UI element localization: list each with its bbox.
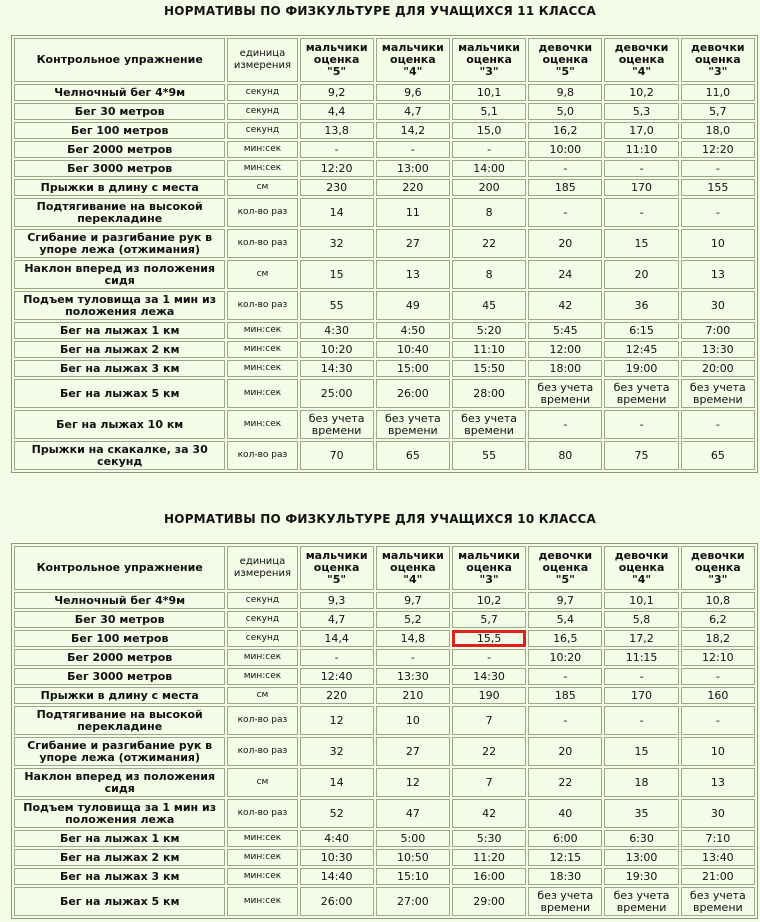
unit-cell: мин:сек [227, 830, 297, 847]
value-cell-girls-3: 155 [681, 179, 755, 196]
unit-cell: мин:сек [227, 649, 297, 666]
value-cell-boys-3: 200 [452, 179, 526, 196]
unit-cell: кол-во раз [227, 291, 297, 320]
value-cell-boys-4: 10:50 [376, 849, 450, 866]
value-cell-boys-5: 15 [300, 260, 374, 289]
exercise-name-cell: Бег на лыжах 10 км [14, 410, 225, 439]
exercise-name-cell: Прыжки на скакалке, за 30 секунд [14, 441, 225, 470]
value-cell-girls-4: - [604, 160, 678, 177]
value-cell-boys-5: 32 [300, 737, 374, 766]
value-cell-boys-3: 7 [452, 706, 526, 735]
value-cell-girls-5: 6:00 [528, 830, 602, 847]
exercise-name-cell: Бег 3000 метров [14, 160, 225, 177]
value-cell-girls-3: без учета времени [681, 379, 755, 408]
unit-cell: секунд [227, 630, 297, 647]
exercise-name-cell: Наклон вперед из положения сидя [14, 260, 225, 289]
value-cell-girls-3: - [681, 198, 755, 227]
value-cell-girls-3: - [681, 410, 755, 439]
exercise-name-cell: Бег на лыжах 3 км [14, 868, 225, 885]
value-cell-boys-5: 220 [300, 687, 374, 704]
unit-cell: кол-во раз [227, 737, 297, 766]
unit-cell: секунд [227, 103, 297, 120]
column-header-unit: единица измерения [227, 38, 297, 82]
value-cell-boys-5: 14:30 [300, 360, 374, 377]
value-cell-girls-4: - [604, 706, 678, 735]
column-header-boys-5: мальчики оценка "5" [300, 546, 374, 590]
value-cell-girls-3: 13:30 [681, 341, 755, 358]
table-row [14, 322, 755, 339]
value-cell-boys-3: 22 [452, 737, 526, 766]
value-cell-boys-5: 14 [300, 198, 374, 227]
value-cell-boys-3: - [452, 649, 526, 666]
value-cell-girls-5: 5:45 [528, 322, 602, 339]
unit-cell: секунд [227, 592, 297, 609]
table-row [14, 592, 755, 609]
value-cell-boys-5: 55 [300, 291, 374, 320]
value-cell-girls-5: - [528, 160, 602, 177]
table-row [14, 260, 755, 289]
unit-cell: мин:сек [227, 868, 297, 885]
table-row [14, 341, 755, 358]
value-cell-girls-4: - [604, 668, 678, 685]
value-cell-boys-4: 47 [376, 799, 450, 828]
value-cell-girls-4: 170 [604, 687, 678, 704]
value-cell-girls-4: 170 [604, 179, 678, 196]
value-cell-girls-4: 13:00 [604, 849, 678, 866]
value-cell-girls-4: 5,3 [604, 103, 678, 120]
value-cell-girls-4: 11:15 [604, 649, 678, 666]
table-row [14, 410, 755, 439]
unit-cell: мин:сек [227, 141, 297, 158]
value-cell-girls-5: 9,8 [528, 84, 602, 101]
column-header-girls-3: девочки оценка "3" [681, 38, 755, 82]
value-cell-boys-3: - [452, 141, 526, 158]
value-cell-boys-5: 52 [300, 799, 374, 828]
value-cell-girls-5: - [528, 198, 602, 227]
value-cell-boys-3: 5:30 [452, 830, 526, 847]
table-panel-11 [11, 35, 758, 473]
value-cell-girls-3: - [681, 160, 755, 177]
unit-cell: мин:сек [227, 360, 297, 377]
value-cell-boys-3: 22 [452, 229, 526, 258]
value-cell-girls-3: 18,2 [681, 630, 755, 647]
value-cell-boys-3: 16:00 [452, 868, 526, 885]
section-11-title: НОРМАТИВЫ ПО ФИЗКУЛЬТУРЕ ДЛЯ УЧАЩИХСЯ 11 КЛАССА [164, 4, 596, 18]
column-header-boys-3: мальчики оценка "3" [452, 546, 526, 590]
value-cell-girls-5: - [528, 706, 602, 735]
table-row [14, 706, 755, 735]
unit-cell: секунд [227, 122, 297, 139]
unit-cell: секунд [227, 611, 297, 628]
value-cell-boys-3: 10,1 [452, 84, 526, 101]
value-cell-boys-4: без учета времени [376, 410, 450, 439]
column-header-girls-3: девочки оценка "3" [681, 546, 755, 590]
unit-cell: мин:сек [227, 160, 297, 177]
value-cell-girls-3: 13:40 [681, 849, 755, 866]
value-cell-boys-3: 45 [452, 291, 526, 320]
value-cell-boys-3: 5,7 [452, 611, 526, 628]
value-cell-girls-5: без учета времени [528, 887, 602, 916]
exercise-name-cell: Бег на лыжах 2 км [14, 341, 225, 358]
value-cell-boys-3: 8 [452, 198, 526, 227]
column-header-girls-4: девочки оценка "4" [604, 546, 678, 590]
value-cell-boys-3: 42 [452, 799, 526, 828]
value-cell-boys-3: 14:00 [452, 160, 526, 177]
value-cell-girls-5: 9,7 [528, 592, 602, 609]
value-cell-boys-4: 15:00 [376, 360, 450, 377]
value-cell-boys-5: 4,4 [300, 103, 374, 120]
value-cell-girls-4: 20 [604, 260, 678, 289]
value-cell-girls-5: - [528, 668, 602, 685]
value-cell-boys-4: 13 [376, 260, 450, 289]
table-row [14, 160, 755, 177]
value-cell-boys-5: - [300, 649, 374, 666]
value-cell-girls-4: 75 [604, 441, 678, 470]
table-row [14, 84, 755, 101]
exercise-name-cell: Челночный бег 4*9м [14, 84, 225, 101]
value-cell-boys-5: 12:40 [300, 668, 374, 685]
value-cell-boys-5: 10:30 [300, 849, 374, 866]
value-cell-girls-3: 21:00 [681, 868, 755, 885]
table-row [14, 668, 755, 685]
table-row [14, 868, 755, 885]
table-row [14, 737, 755, 766]
value-cell-girls-3: 12:20 [681, 141, 755, 158]
value-cell-boys-3: 55 [452, 441, 526, 470]
value-cell-boys-5: 12:20 [300, 160, 374, 177]
column-header-girls-4: девочки оценка "4" [604, 38, 678, 82]
value-cell-boys-4: 14,2 [376, 122, 450, 139]
exercise-name-cell: Подъем туловища за 1 мин из положения лежа [14, 799, 225, 828]
exercise-name-cell: Наклон вперед из положения сидя [14, 768, 225, 797]
value-cell-girls-3: 10,8 [681, 592, 755, 609]
value-cell-girls-3: - [681, 668, 755, 685]
table-row [14, 611, 755, 628]
exercise-name-cell: Прыжки в длину с места [14, 179, 225, 196]
value-cell-girls-3: 160 [681, 687, 755, 704]
value-cell-girls-3: 12:10 [681, 649, 755, 666]
exercise-name-cell: Челночный бег 4*9м [14, 592, 225, 609]
value-cell-girls-5: 16,2 [528, 122, 602, 139]
exercise-name-cell: Бег 2000 метров [14, 141, 225, 158]
column-header-boys-4: мальчики оценка "4" [376, 546, 450, 590]
value-cell-girls-4: без учета времени [604, 887, 678, 916]
column-header-girls-5: девочки оценка "5" [528, 38, 602, 82]
value-cell-boys-3: 15:50 [452, 360, 526, 377]
value-cell-girls-4: без учета времени [604, 379, 678, 408]
norms-table-11 [11, 35, 758, 473]
value-cell-girls-5: 80 [528, 441, 602, 470]
value-cell-boys-5: 14:40 [300, 868, 374, 885]
value-cell-boys-5: 4:40 [300, 830, 374, 847]
value-cell-girls-5: 18:30 [528, 868, 602, 885]
value-cell-boys-4: 4,7 [376, 103, 450, 120]
unit-cell: кол-во раз [227, 706, 297, 735]
value-cell-boys-4: 9,7 [376, 592, 450, 609]
table-row [14, 198, 755, 227]
value-cell-girls-4: 36 [604, 291, 678, 320]
value-cell-girls-4: 11:10 [604, 141, 678, 158]
value-cell-boys-5: - [300, 141, 374, 158]
value-cell-girls-3: 5,7 [681, 103, 755, 120]
table-row [14, 103, 755, 120]
value-cell-boys-4: - [376, 141, 450, 158]
value-cell-girls-3: 18,0 [681, 122, 755, 139]
value-cell-girls-3: 30 [681, 799, 755, 828]
value-cell-boys-4: 12 [376, 768, 450, 797]
value-cell-girls-5: 40 [528, 799, 602, 828]
exercise-name-cell: Подъем туловища за 1 мин из положения лежа [14, 291, 225, 320]
unit-cell: см [227, 687, 297, 704]
value-cell-boys-5: без учета времени [300, 410, 374, 439]
table-row [14, 849, 755, 866]
value-cell-boys-5: 9,3 [300, 592, 374, 609]
highlighted-value-cell: 15,5 [452, 630, 526, 647]
value-cell-boys-5: 14,4 [300, 630, 374, 647]
unit-cell: кол-во раз [227, 441, 297, 470]
value-cell-girls-3: без учета времени [681, 887, 755, 916]
value-cell-girls-3: 7:00 [681, 322, 755, 339]
exercise-name-cell: Прыжки в длину с места [14, 687, 225, 704]
exercise-name-cell: Бег 3000 метров [14, 668, 225, 685]
value-cell-girls-3: 30 [681, 291, 755, 320]
value-cell-boys-5: 4,7 [300, 611, 374, 628]
value-cell-girls-3: 11,0 [681, 84, 755, 101]
value-cell-girls-4: 12:45 [604, 341, 678, 358]
value-cell-boys-3: 5,1 [452, 103, 526, 120]
unit-cell: кол-во раз [227, 799, 297, 828]
value-cell-boys-4: 10 [376, 706, 450, 735]
value-cell-boys-4: 15:10 [376, 868, 450, 885]
value-cell-girls-4: - [604, 198, 678, 227]
value-cell-boys-3: 5:20 [452, 322, 526, 339]
table-row [14, 179, 755, 196]
table-row [14, 229, 755, 258]
value-cell-girls-5: без учета времени [528, 379, 602, 408]
unit-cell: секунд [227, 84, 297, 101]
value-cell-boys-4: 65 [376, 441, 450, 470]
value-cell-girls-4: 10,1 [604, 592, 678, 609]
table-row [14, 687, 755, 704]
column-header-boys-5: мальчики оценка "5" [300, 38, 374, 82]
value-cell-boys-5: 26:00 [300, 887, 374, 916]
value-cell-girls-5: 10:00 [528, 141, 602, 158]
exercise-name-cell: Бег на лыжах 3 км [14, 360, 225, 377]
value-cell-girls-4: - [604, 410, 678, 439]
unit-cell: мин:сек [227, 379, 297, 408]
exercise-name-cell: Бег 30 метров [14, 611, 225, 628]
value-cell-girls-4: 6:15 [604, 322, 678, 339]
value-cell-boys-4: 11 [376, 198, 450, 227]
exercise-name-cell: Бег на лыжах 5 км [14, 887, 225, 916]
value-cell-boys-3: 14:30 [452, 668, 526, 685]
column-header-unit: единица измерения [227, 546, 297, 590]
exercise-name-cell: Подтягивание на высокой перекладине [14, 706, 225, 735]
table-row [14, 141, 755, 158]
table-row [14, 441, 755, 470]
exercise-name-cell: Бег 2000 метров [14, 649, 225, 666]
value-cell-boys-5: 10:20 [300, 341, 374, 358]
header-row [14, 546, 755, 590]
value-cell-girls-5: 22 [528, 768, 602, 797]
value-cell-boys-4: 49 [376, 291, 450, 320]
value-cell-girls-5: 5,4 [528, 611, 602, 628]
value-cell-girls-4: 15 [604, 737, 678, 766]
value-cell-girls-4: 35 [604, 799, 678, 828]
unit-cell: кол-во раз [227, 229, 297, 258]
value-cell-girls-5: 10:20 [528, 649, 602, 666]
unit-cell: мин:сек [227, 410, 297, 439]
column-header-boys-4: мальчики оценка "4" [376, 38, 450, 82]
table-row [14, 630, 755, 647]
value-cell-girls-5: 20 [528, 229, 602, 258]
value-cell-boys-3: 15,0 [452, 122, 526, 139]
value-cell-boys-3: 190 [452, 687, 526, 704]
unit-cell: мин:сек [227, 341, 297, 358]
value-cell-girls-4: 17,2 [604, 630, 678, 647]
value-cell-girls-5: 185 [528, 687, 602, 704]
unit-cell: мин:сек [227, 887, 297, 916]
column-header-exercise: Контрольное упражнение [14, 546, 225, 590]
unit-cell: см [227, 179, 297, 196]
value-cell-girls-3: 10 [681, 737, 755, 766]
exercise-name-cell: Бег 100 метров [14, 630, 225, 647]
value-cell-boys-5: 14 [300, 768, 374, 797]
value-cell-boys-4: 9,6 [376, 84, 450, 101]
value-cell-girls-5: 12:15 [528, 849, 602, 866]
header-row [14, 38, 755, 82]
value-cell-boys-4: 27 [376, 229, 450, 258]
value-cell-boys-4: 27 [376, 737, 450, 766]
table-row [14, 799, 755, 828]
value-cell-boys-3: 29:00 [452, 887, 526, 916]
value-cell-girls-5: 42 [528, 291, 602, 320]
value-cell-boys-4: - [376, 649, 450, 666]
value-cell-girls-5: 12:00 [528, 341, 602, 358]
exercise-name-cell: Подтягивание на высокой перекладине [14, 198, 225, 227]
exercise-name-cell: Сгибание и разгибание рук в упоре лежа (отжимания) [14, 737, 225, 766]
value-cell-girls-5: 18:00 [528, 360, 602, 377]
exercise-name-cell: Бег на лыжах 1 км [14, 830, 225, 847]
unit-cell: мин:сек [227, 668, 297, 685]
value-cell-girls-4: 18 [604, 768, 678, 797]
value-cell-boys-5: 12 [300, 706, 374, 735]
value-cell-girls-5: 16,5 [528, 630, 602, 647]
table-row [14, 649, 755, 666]
value-cell-boys-4: 26:00 [376, 379, 450, 408]
value-cell-girls-4: 10,2 [604, 84, 678, 101]
value-cell-girls-3: 65 [681, 441, 755, 470]
table-row [14, 830, 755, 847]
value-cell-girls-3: 7:10 [681, 830, 755, 847]
table-row [14, 887, 755, 916]
value-cell-boys-3: 11:10 [452, 341, 526, 358]
unit-cell: мин:сек [227, 322, 297, 339]
column-header-boys-3: мальчики оценка "3" [452, 38, 526, 82]
value-cell-girls-4: 19:00 [604, 360, 678, 377]
exercise-name-cell: Бег на лыжах 2 км [14, 849, 225, 866]
table-row [14, 379, 755, 408]
unit-cell: мин:сек [227, 849, 297, 866]
unit-cell: см [227, 260, 297, 289]
value-cell-boys-5: 230 [300, 179, 374, 196]
value-cell-boys-3: 8 [452, 260, 526, 289]
value-cell-girls-4: 15 [604, 229, 678, 258]
value-cell-boys-5: 9,2 [300, 84, 374, 101]
value-cell-boys-5: 13,8 [300, 122, 374, 139]
exercise-name-cell: Бег на лыжах 5 км [14, 379, 225, 408]
value-cell-boys-4: 10:40 [376, 341, 450, 358]
value-cell-boys-4: 5:00 [376, 830, 450, 847]
unit-cell: см [227, 768, 297, 797]
value-cell-girls-4: 6:30 [604, 830, 678, 847]
exercise-name-cell: Сгибание и разгибание рук в упоре лежа (отжимания) [14, 229, 225, 258]
value-cell-girls-5: - [528, 410, 602, 439]
value-cell-girls-3: 10 [681, 229, 755, 258]
exercise-name-cell: Бег 100 метров [14, 122, 225, 139]
value-cell-boys-3: 10,2 [452, 592, 526, 609]
value-cell-boys-4: 220 [376, 179, 450, 196]
table-row [14, 768, 755, 797]
value-cell-girls-4: 5,8 [604, 611, 678, 628]
value-cell-girls-3: 20:00 [681, 360, 755, 377]
value-cell-boys-4: 27:00 [376, 887, 450, 916]
value-cell-boys-3: 28:00 [452, 379, 526, 408]
value-cell-boys-5: 70 [300, 441, 374, 470]
exercise-name-cell: Бег 30 метров [14, 103, 225, 120]
table-row [14, 360, 755, 377]
value-cell-girls-3: 13 [681, 768, 755, 797]
value-cell-boys-3: без учета времени [452, 410, 526, 439]
value-cell-girls-3: 6,2 [681, 611, 755, 628]
column-header-girls-5: девочки оценка "5" [528, 546, 602, 590]
value-cell-girls-5: 24 [528, 260, 602, 289]
value-cell-girls-5: 185 [528, 179, 602, 196]
value-cell-boys-3: 11:20 [452, 849, 526, 866]
value-cell-boys-4: 4:50 [376, 322, 450, 339]
table-row [14, 122, 755, 139]
value-cell-girls-5: 5,0 [528, 103, 602, 120]
value-cell-boys-4: 13:00 [376, 160, 450, 177]
value-cell-girls-4: 19:30 [604, 868, 678, 885]
value-cell-boys-5: 32 [300, 229, 374, 258]
exercise-name-cell: Бег на лыжах 1 км [14, 322, 225, 339]
section-10-title: НОРМАТИВЫ ПО ФИЗКУЛЬТУРЕ ДЛЯ УЧАЩИХСЯ 10 КЛАССА [164, 512, 596, 526]
value-cell-girls-4: 17,0 [604, 122, 678, 139]
value-cell-girls-5: 20 [528, 737, 602, 766]
value-cell-boys-3: 7 [452, 768, 526, 797]
value-cell-boys-5: 4:30 [300, 322, 374, 339]
value-cell-boys-4: 13:30 [376, 668, 450, 685]
norms-table-10 [11, 543, 758, 919]
value-cell-girls-3: - [681, 706, 755, 735]
value-cell-boys-5: 25:00 [300, 379, 374, 408]
value-cell-girls-3: 13 [681, 260, 755, 289]
value-cell-boys-4: 5,2 [376, 611, 450, 628]
unit-cell: кол-во раз [227, 198, 297, 227]
value-cell-boys-4: 210 [376, 687, 450, 704]
value-cell-boys-4: 14,8 [376, 630, 450, 647]
column-header-exercise: Контрольное упражнение [14, 38, 225, 82]
table-panel-10 [11, 543, 758, 919]
table-row [14, 291, 755, 320]
